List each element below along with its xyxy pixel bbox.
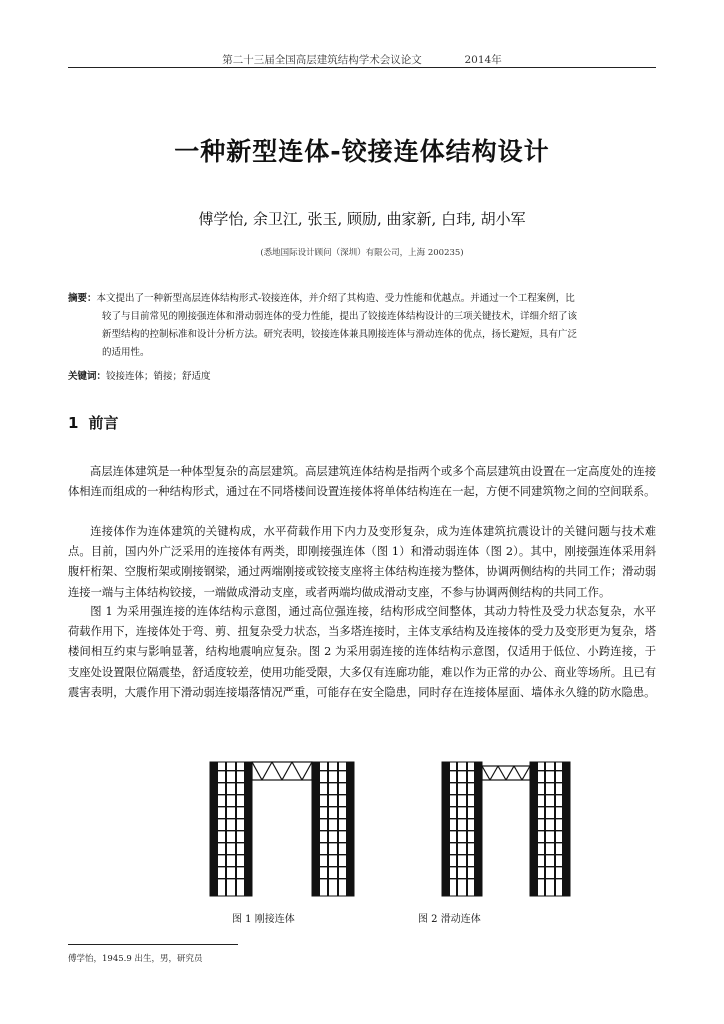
figure-1-rigid-connection — [208, 760, 358, 900]
keywords-text: 铰接连体；销接；舒适度 — [106, 371, 211, 382]
keywords — [68, 368, 656, 382]
figure-2-sliding-connection — [440, 760, 580, 900]
footnote-rule — [68, 944, 238, 945]
paragraph-2-text: 连接体作为连体建筑的关键构成，水平荷载作用下内力及变形复杂，成为连体建筑抗震设计的关键问题与技术难点。目前，国内外广泛采用的连接体有两类，即刚接强连体（图 1）和滑动弱连体（图 2）。其中，刚接强连体采用斜腹杆桁架、空腹桁架或刚接钢梁，通过两端刚接或铰接支座将主体结构连接为整体，协调两侧结构的共同工作；滑动弱连接一端与主体结构铰接，一端做成滑动支座，或者两端均做成滑动支座，不参与协调两侧结构的共同工作。 — [68, 525, 656, 599]
paragraph-3-text: 图 1 为采用强连接的连体结构示意图，通过高位强连接，结构形成空间整体，其动力特性及受力状态复杂，水平荷载作用下，连接体处于弯、剪、扭复杂受力状态，当多塔连接时，主体支承结构及连接体的受力及变形更为复杂，塔楼间相互约束与影响显著，结构地震响应复杂。图 2 为采用弱连接的连体结构示意图，仅适用于低位、小跨连接，于支座处设置限位隔震垫，舒适度较差，使用功能受限，大多仅有连廊功能，难以作为正常的办公、商业等场所。且已有震害表明，大震作用下滑动弱连接塌落情况严重，可能存在安全隐患，同时存在连接体屋面、墙体永久缝的防水隐患。 — [68, 605, 656, 699]
footnote: 傅学怡，1945.9 出生，男，研究员 — [68, 954, 203, 964]
fig2-connector-bridge — [482, 766, 530, 780]
abstract-line-3: 新型结构的控制标准和设计分析方法。研究表明，铰接连体兼具刚接连体与滑动连体的优点，扬长避短，具有广泛 — [102, 329, 578, 340]
fig1-connector-truss — [252, 762, 312, 780]
figure-1-caption: 图 1 刚接连体 — [232, 914, 295, 925]
fig1-left-tower — [210, 762, 252, 896]
header-rule — [68, 67, 656, 68]
header-year: 2014年 — [464, 54, 502, 66]
abstract-label: 摘要： — [68, 293, 97, 304]
running-header — [68, 52, 656, 67]
paper-title: 一种新型连体-铰接连体结构设计 — [174, 137, 550, 166]
fig2-right-tower — [530, 762, 570, 896]
header-conference: 第二十三届全国高层建筑结构学术会议论文 — [222, 54, 422, 66]
paragraph-1-text: 高层连体建筑是一种体型复杂的高层建筑。高层建筑连体结构是指两个或多个高层建筑由设置在一定高度处的连接体相连而组成的一种结构形式，通过在不同塔楼间设置连接体将单体结构连在一起，方便不同建筑物之间的空间联系。 — [68, 465, 656, 499]
author-list: 傅学怡, 余卫江, 张玉, 顾励, 曲家新, 白玮, 胡小军 — [198, 210, 526, 228]
section-heading — [68, 412, 118, 433]
paragraph-1 — [68, 462, 656, 502]
abstract-line-4: 的适用性。 — [102, 347, 150, 358]
fig1-right-tower — [312, 762, 354, 896]
fig2-left-tower — [442, 762, 482, 896]
abstract-line-1: 本文提出了一种新型高层连体结构形式-铰接连体，并介绍了其构造、受力性能和优越点。并通过一个工程案例，比 — [96, 293, 575, 304]
abstract-line-2: 较了与目前常见的刚接强连体和滑动弱连体的受力性能，提出了铰接连体结构设计的三项关键技术，详细介绍了该 — [102, 311, 578, 322]
figure-2-caption: 图 2 滑动连体 — [418, 914, 481, 925]
section-number: 1 — [68, 414, 79, 432]
paragraph-2 — [68, 522, 656, 603]
section-title: 前言 — [88, 414, 119, 432]
affiliation: (悉地国际设计顾问（深圳）有限公司，上海 200235) — [260, 248, 464, 258]
abstract — [68, 290, 656, 362]
paragraph-3 — [68, 602, 656, 703]
keywords-label: 关键词： — [68, 371, 107, 382]
